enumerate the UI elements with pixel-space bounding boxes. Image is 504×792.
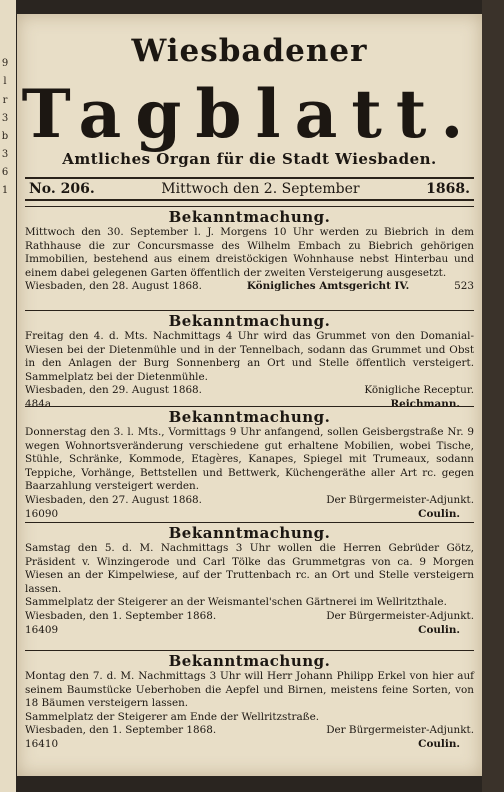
strip-glyph: b — [1, 131, 9, 142]
notice-3 — [25, 406, 474, 521]
notice-place-date: Wiesbaden, den 29. August 1868. — [25, 384, 202, 397]
notice-extra: Sammelplatz der Steigerer an der Weismantel'schen Gärtnerei im Wellritzthale. — [25, 596, 447, 609]
notice-name: Coulin. — [418, 623, 460, 636]
notice-extra: Sammelplatz der Steigerer am Ende der Wellritzstraße. — [25, 710, 320, 723]
notice-ref: 484a — [25, 397, 52, 410]
notice-ref: 16090 — [25, 507, 59, 520]
notice-heading: Bekanntmachung. — [25, 206, 474, 226]
notice-place-date: Wiesbaden, den 27. August 1868. — [25, 493, 202, 506]
notice-2 — [25, 310, 474, 412]
notice-signature-line2 — [25, 624, 474, 638]
notice-body: Mittwoch den 30. September l. J. Morgens 10 Uhr werden zu Biebrich in dem Rathhause die zur Concursmasse des Wilhelm Embach zu Biebrich gehörigen Immobilien, bestehend aus einem dreistöckigen Wohnhause nebst Hinterbau und einem dabei gelegenen Garten öffentlich der zweiten Versteigerung ausgesetzt. — [25, 226, 474, 279]
notice-signer: Königliches Amtsgericht IV. — [246, 280, 410, 293]
notice-signature — [25, 384, 474, 398]
notice-4 — [25, 522, 474, 637]
notice-signature — [25, 280, 474, 294]
notice-signature — [25, 724, 474, 738]
notice-signature — [25, 494, 474, 508]
notice-signer: Der Bürgermeister-Adjunkt. — [326, 493, 474, 506]
notice-signer: Der Bürgermeister-Adjunkt. — [326, 609, 474, 622]
notice-ref: 16409 — [25, 623, 59, 636]
dateline — [25, 177, 474, 201]
notice-1 — [25, 206, 474, 294]
notice-body: Freitag den 4. d. Mts. Nachmittags 4 Uhr wird das Grummet von den Domanial-Wiesen bei der Dietenmühle und in der Tennelbach, sodann das Grummet und Obst in den Anlagen der Burg Sonnenberg an Ort und Stelle öffentlich versteigert. Sammelplatz bei der Dietenmühle. — [25, 330, 474, 383]
notice-signer: Der Bürgermeister-Adjunkt. — [326, 724, 474, 737]
notice-ref: 523 — [454, 280, 474, 293]
masthead-title: Tagblatt. — [21, 75, 478, 153]
issue-date: Mittwoch den 2. September — [161, 181, 360, 197]
strip-glyph: l — [3, 76, 7, 87]
strip-glyph: 6 — [1, 167, 9, 178]
notice-body: Samstag den 5. d. M. Nachmittags 3 Uhr wollen die Herren Gebrüder Götz, Präsident v. Winzingerode und Carl Tölke das Grummetgras von ca. 9 Morgen Wiesen an der Kimpelwiese, auf der Truttenbach rc. an Ort und Stelle versteigern lassen. — [25, 542, 474, 595]
issue-year: 1868. — [426, 181, 470, 197]
notice-name: Coulin. — [418, 737, 460, 750]
strip-glyph: 1 — [1, 185, 9, 196]
notice-5 — [25, 650, 474, 752]
notice-signature-line2 — [25, 508, 474, 522]
notice-place-date: Wiesbaden, den 28. August 1868. — [25, 280, 202, 293]
strip-glyph: r — [2, 95, 8, 106]
notice-name: Coulin. — [418, 507, 460, 520]
masthead-top: Wiesbadener — [131, 33, 368, 69]
notice-name: Reichmann. — [390, 397, 460, 410]
newspaper-page — [17, 14, 482, 776]
notice-place-date: Wiesbaden, den 1. September 1868. — [25, 609, 217, 622]
strip-glyph: 3 — [1, 149, 9, 160]
masthead-subtitle: Amtliches Organ für die Stadt Wiesbaden. — [62, 150, 437, 168]
notice-signature-line2 — [25, 738, 474, 752]
issue-number: No. 206. — [29, 181, 95, 197]
notice-signer: Königliche Receptur. — [364, 384, 474, 397]
page-edge-shadow — [482, 0, 504, 792]
strip-glyph: 9 — [1, 58, 9, 69]
notice-signature — [25, 610, 474, 624]
notice-place-date: Wiesbaden, den 1. September 1868. — [25, 724, 217, 737]
notice-heading: Bekanntmachung. — [25, 650, 474, 670]
notice-heading: Bekanntmachung. — [25, 522, 474, 542]
notice-heading: Bekanntmachung. — [25, 406, 474, 426]
notice-ref: 16410 — [25, 737, 59, 750]
strip-glyph: 3 — [1, 113, 9, 124]
notice-body: Donnerstag den 3. l. Mts., Vormittags 9 Uhr anfangend, sollen Geisbergstraße Nr. 9 wegen Wohnortsveränderung verschiedene gut erhaltene Mobilien, wobei Tische, Stühle, Schränke, Kommode, Etagères, Kanapes, Spiegel mit Trumeaux, sodann Teppiche, Vorhänge, Bettstellen und Bettwerk, Küchengeräthe aller Art rc. gegen Baarzahlung versteigert werden. — [25, 426, 474, 493]
adjacent-page-strip — [0, 0, 16, 792]
notice-body: Montag den 7. d. M. Nachmittags 3 Uhr will Herr Johann Philipp Erkel von hier auf seinem Baumstücke Ueberhoben die Aepfel und Birnen, meistens feine Sorten, von 18 Bäumen versteigern lassen. — [25, 670, 474, 710]
notice-heading: Bekanntmachung. — [25, 310, 474, 330]
